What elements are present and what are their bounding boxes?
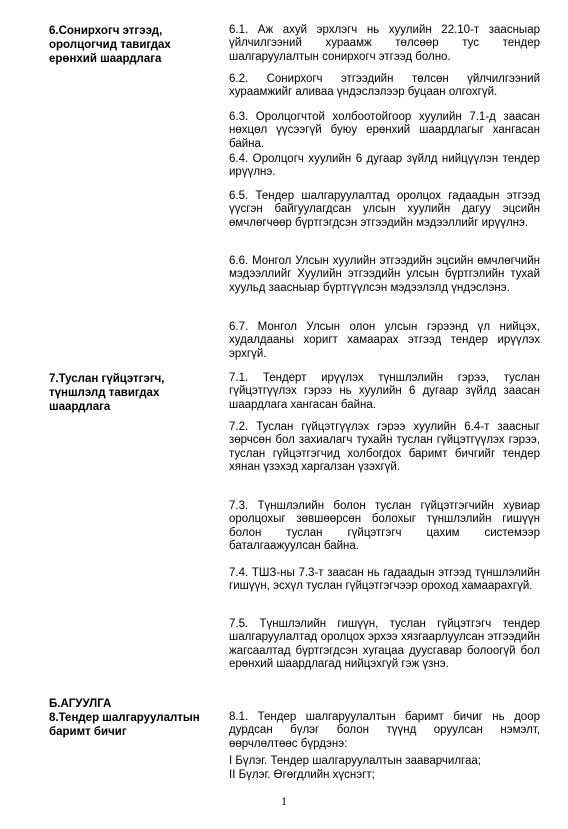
section-7-title: 7.Туслан гүйцэтгэгч, түншлэлд тавигдах шаардлага — [49, 373, 165, 413]
para-6-7: 6.7. Монгол Улсын олон улсын гэрээнд үл нийцэх, худалдааны хоригт хамаарах этгээд тендер ирүүлэх эрхгүй. — [229, 321, 540, 360]
para-7-5: 7.5. Түншлэлийн гишүүн, туслан гүйцэтгэгч тендер шалгаруулалтад оролцох эрхээ хязгаарлуулсан этгээдийн жагсаалтад бүртгэгдсэн хугацаа дуусгавар болоогүй бол ерөнхий шаардлагад нийцэхгүй гэж үзнэ. — [229, 618, 540, 670]
list-line-2: II Бүлэг. Өгөгдлийн хүснэгт; — [229, 769, 375, 781]
section-b-title: Б.АГУУЛГА — [49, 698, 112, 710]
para-7-2: 7.2. Туслан гүйцэтгүүлэх гэрээ хуулийн 6.4-т заасныг зөрчсөн бол захиалагч тухайн туслан гүйцэтгүүлэх гэрээ, туслан гүйцэтгэгчид холбогдох баримт бичгийг тендер хянан үзэхэд харгалзан үзэхгүй. — [229, 421, 540, 473]
para-6-3: 6.3. Оролцогчтой холбоотойгоор хуулийн 7.1-д заасан нөхцөл үүсээгүй буюу ерөнхий шаардлагыг хангасан байна. — [229, 111, 540, 150]
section-6-title: 6.Сонирхогч этгээд, оролцогчид тавигдах ерөнхий шаардлага — [49, 25, 171, 65]
para-7-1: 7.1. Тендерт ирүүлэх түншлэлийн гэрээ, туслан гүйцэтгүүлэх гэрээ нь хуулийн 6 дугаар зүйлд заасан шаардлага хангасан байна. — [229, 372, 540, 411]
para-6-6: 6.6. Монгол Улсын хуулийн этгээдийн эцсийн өмчлөгчийн мэдээллийг Хуулийн этгээдийн улсын бүртгэлийн тухай хуульд заасныар бүртгүүлсэн мэдээлэлд үндэслэнэ. — [229, 255, 540, 294]
para-8-1: 8.1. Тендер шалгаруулалтын баримт бичиг нь доор дурдсан бүлэг болон түүнд оруулсан нэмэлт, өөрчлөлтөөс бүрдэнэ: — [229, 711, 540, 750]
para-6-2: 6.2. Сонирхогч этгээдийн төлсөн үйлчилгээний хураамжийг аливаа үндэслэлээр буцаан олгохгүй. — [229, 73, 540, 99]
para-6-1: 6.1. Аж ахуй эрхлэгч нь хуулийн 22.10-т заасныар үйлчилгээний хураамж төлсөөр тус тендер шалгаруулалтын сонирхогч этгээд болно. — [229, 24, 540, 63]
section-8-title: 8.Тендер шалгаруулалтын баримт бичиг — [49, 712, 200, 738]
para-6-5: 6.5. Тендер шалгаруулалтад оролцох гадаадын этгээд үүсгэн байгуулагдсан улсын хуулийн дагуу эцсийн өмчлөгчөөр бүртгэгдсэн этгээдийн мэдээллийг ирүүлнэ. — [229, 190, 540, 229]
para-6-4: 6.4. Оролцогч хуулийн 6 дугаар зүйлд нийцүүлэн тендер ирүүлнэ. — [229, 153, 540, 179]
para-7-3: 7.3. Түншлэлийн болон туслан гүйцэтгэгчийн хувиар оролцохыг зөвшөөрсөн болохыг түншлэлийн гишүүн болон туслан гүйцэтгэгч цахим системээр баталгаажуулсан байна. — [229, 500, 540, 552]
list-line-1: I Бүлэг. Тендер шалгаруулалтын зааварчилгаа; — [229, 755, 481, 767]
para-7-4: 7.4. ТШЗ-ны 7.3-т заасан нь гадаадын этгээд түншлэлийн гишүүн, эсхүл туслан гүйцэтгэгчээр ороход хамаарахгүй. — [229, 567, 540, 593]
page-number: 1 — [281, 794, 287, 808]
